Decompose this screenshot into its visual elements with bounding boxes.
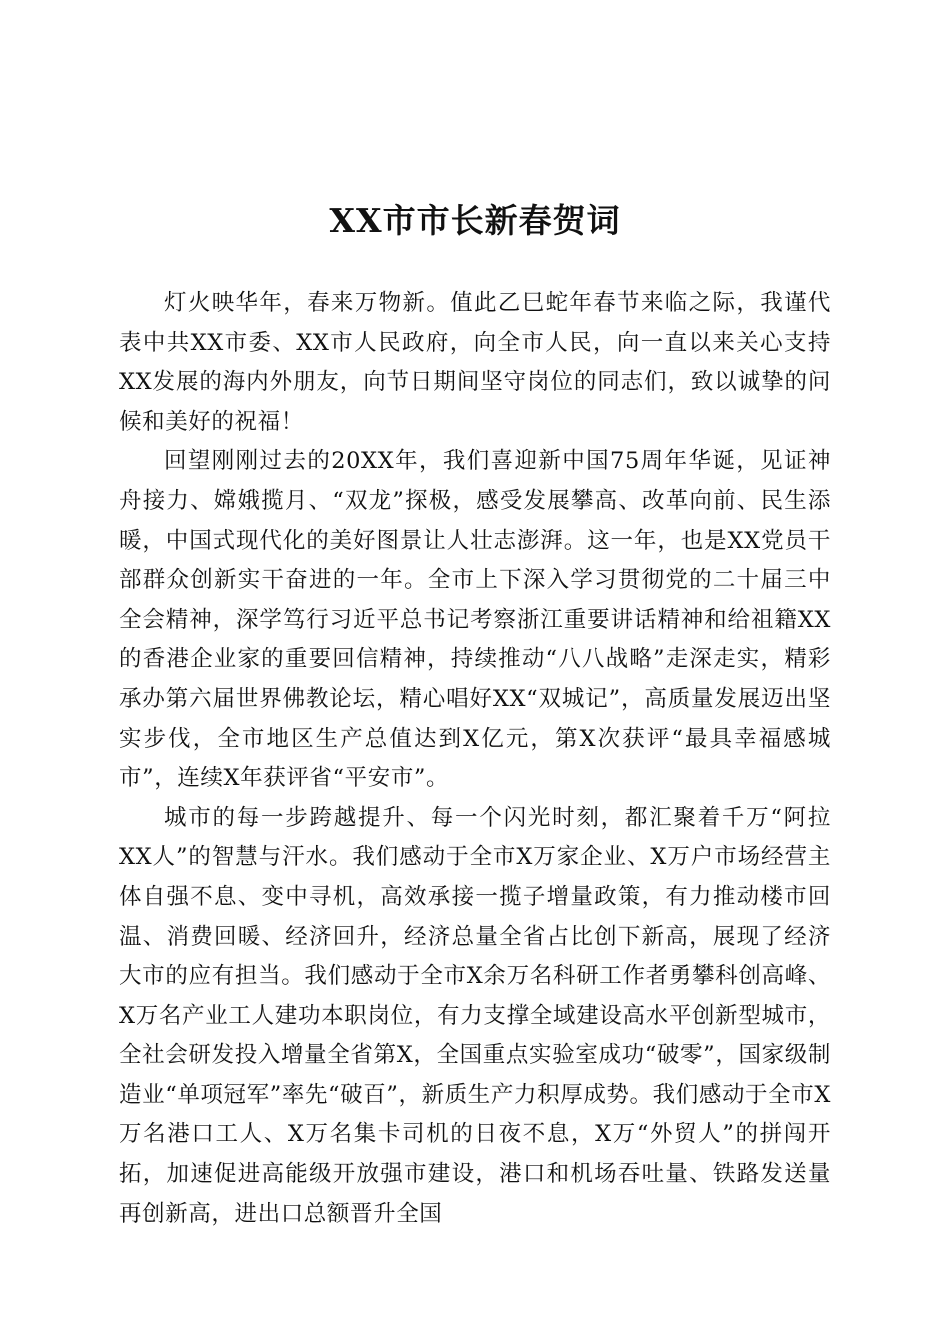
- paragraph-review: 回望刚刚过去的20XX年，我们喜迎新中国75周年华诞，见证神舟接力、嫦娥揽月、“双龙”探极，感受发展攀高、改革向前、民生添暖，中国式现代化的美好图景让人壮志澎湃。这一年，也是XX党员干部群众创新实干奋进的一年。全市上下深入学习贯彻党的二十届三中全会精神，深学笃行习近平总书记考察浙江重要讲话精神和给祖籍XX的香港企业家的重要回信精神，持续推动“八八战略”走深走实，精彩承办第六届世界佛教论坛，精心唱好XX“双城记”，高质量发展迈出坚实步伐，全市地区生产总值达到X亿元，第X次获评“最具幸福感城市”，连续X年获评省“平安市”。: [119, 448, 831, 792]
- document-title: XX市市长新春贺词: [329, 201, 621, 240]
- paragraph-greeting: 灯火映华年，春来万物新。值此乙巳蛇年春节来临之际，我谨代表中共XX市委、XX市人民政府，向全市人民，向一直以来关心支持XX发展的海内外朋友，向节日期间坚守岗位的同志们，致以诚挚的问候和美好的祝福！: [119, 290, 831, 435]
- document-body: [119, 284, 831, 1234]
- paragraph-gratitude: 城市的每一步跨越提升、每一个闪光时刻，都汇聚着千万“阿拉XX人”的智慧与汗水。我们感动于全市X万家企业、X万户市场经营主体自强不息、变中寻机，高效承接一揽子增量政策，有力推动楼市回温、消费回暖、经济回升，经济总量全省占比创下新高，展现了经济大市的应有担当。我们感动于全市X余万名科研工作者勇攀科创高峰、X万名产业工人建功本职岗位，有力支撑全域建设高水平创新型城市，全社会研发投入增量全省第X，全国重点实验室成功“破零”，国家级制造业“单项冠军”率先“破百”，新质生产力积厚成势。我们感动于全市X万名港口工人、X万名集卡司机的日夜不息，X万“外贸人”的拼闯开拓，加速促进高能级开放强市建设，港口和机场吞吐量、铁路发送量再创新高，进出口总额晋升全国: [119, 804, 831, 1227]
